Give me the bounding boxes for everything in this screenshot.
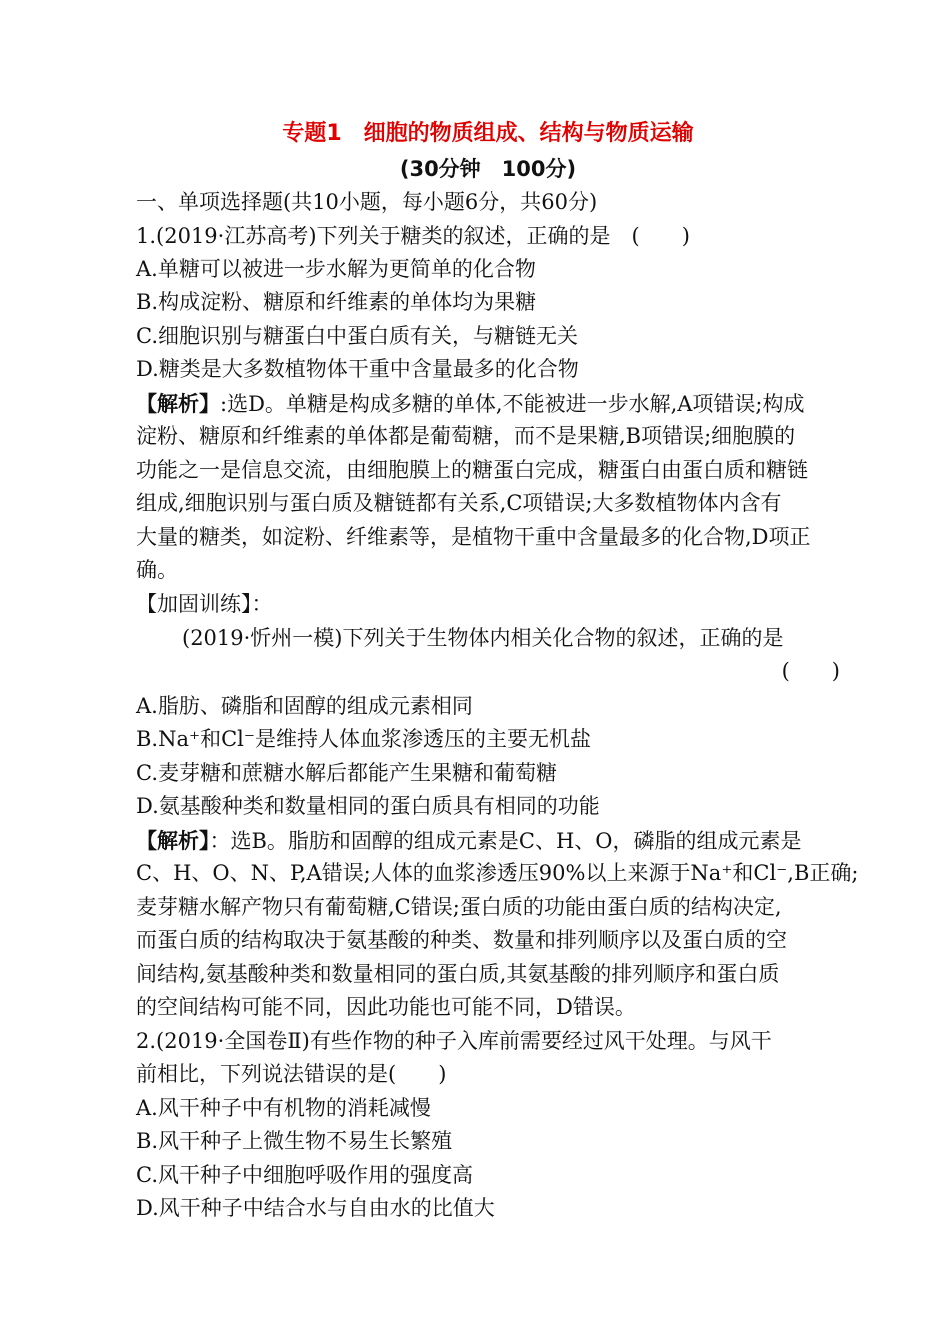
reinforce-option-d: D.氨基酸种类和数量相同的蛋白质具有相同的功能 [136,794,600,818]
question-2-stem: 2.(2019·全国卷Ⅱ)有些作物的种子入库前需要经过风干处理。与风干 [136,1029,772,1053]
question-1-stem: 1.(2019·江苏高考)下列关于糖类的叙述，正确的是 ( ) [136,224,690,248]
analysis-text: ：选B。脂肪和固醇的组成元素是C、H、O，磷脂的组成元素是 [209,829,802,853]
question-1-option-d: D.糖类是大多数植物体干重中含量最多的化合物 [136,357,579,381]
reinforce-heading: 【加固训练】： [136,592,273,616]
question-1-option-a: A.单糖可以被进一步水解为更简单的化合物 [136,257,536,281]
section-heading: 一、单项选择题(共10小题，每小题6分，共60分) [136,190,598,214]
reinforce-analysis-line: 而蛋白质的结构取决于氨基酸的种类、数量和排列顺序以及蛋白质的空 [136,928,787,952]
reinforce-option-a: A.脂肪、磷脂和固醇的组成元素相同 [136,694,473,718]
question-1-analysis-line: 淀粉、糖原和纤维素的单体都是葡萄糖，而不是果糖,B项错误;细胞膜的 [136,424,796,448]
reinforce-answer-paren: ( ) [781,659,840,683]
reinforce-option-b: B.Na⁺和Cl⁻是维持人体血浆渗透压的主要无机盐 [136,727,591,751]
question-2-option-b: B.风干种子上微生物不易生长繁殖 [136,1129,453,1153]
question-2-option-d: D.风干种子中结合水与自由水的比值大 [136,1196,495,1220]
question-2-option-a: A.风干种子中有机物的消耗减慢 [136,1096,431,1120]
analysis-tag: 【解析】 [136,391,220,416]
question-1-analysis-line: 功能之一是信息交流，由细胞膜上的糖蛋白完成，糖蛋白由蛋白质和糖链 [136,458,808,482]
page-subtitle: (30分钟 100分) [399,157,577,181]
reinforce-analysis-line [136,824,836,857]
reinforce-analysis-line: C、H、O、N、P,A错误;人体的血浆渗透压90%以上来源于Na⁺和Cl⁻,B正确; [136,861,859,885]
reinforce-option-c: C.麦芽糖和蔗糖水解后都能产生果糖和葡萄糖 [136,761,557,785]
analysis-text: :选D。单糖是构成多糖的单体,不能被进一步水解,A项错误;构成 [220,392,805,416]
question-1-analysis-line [136,387,836,420]
analysis-tag: 【解析】 [136,828,210,853]
question-1-analysis-line: 大量的糖类，如淀粉、纤维素等，是植物干重中含量最多的化合物,D项正 [136,525,811,549]
reinforce-stem: (2019·忻州一模)下列关于生物体内相关化合物的叙述，正确的是 [182,626,784,650]
question-2-stem: 前相比，下列说法错误的是( ) [136,1062,447,1086]
question-1-option-c: C.细胞识别与糖蛋白中蛋白质有关，与糖链无关 [136,324,578,348]
question-1-analysis-line: 确。 [136,558,178,582]
reinforce-analysis-line: 间结构,氨基酸种类和数量相同的蛋白质,其氨基酸的排列顺序和蛋白质 [136,962,780,986]
reinforce-analysis-line: 麦芽糖水解产物只有葡萄糖,C错误;蛋白质的功能由蛋白质的结构决定, [136,895,782,919]
question-2-option-c: C.风干种子中细胞呼吸作用的强度高 [136,1163,473,1187]
question-1-option-b: B.构成淀粉、糖原和纤维素的单体均为果糖 [136,290,537,314]
reinforce-analysis-line: 的空间结构可能不同，因此功能也可能不同，D错误。 [136,995,636,1019]
question-1-analysis-line: 组成,细胞识别与蛋白质及糖链都有关系,C项错误;大多数植物体内含有 [136,491,782,515]
page-title: 专题1 细胞的物质组成、结构与物质运输 [282,121,694,146]
